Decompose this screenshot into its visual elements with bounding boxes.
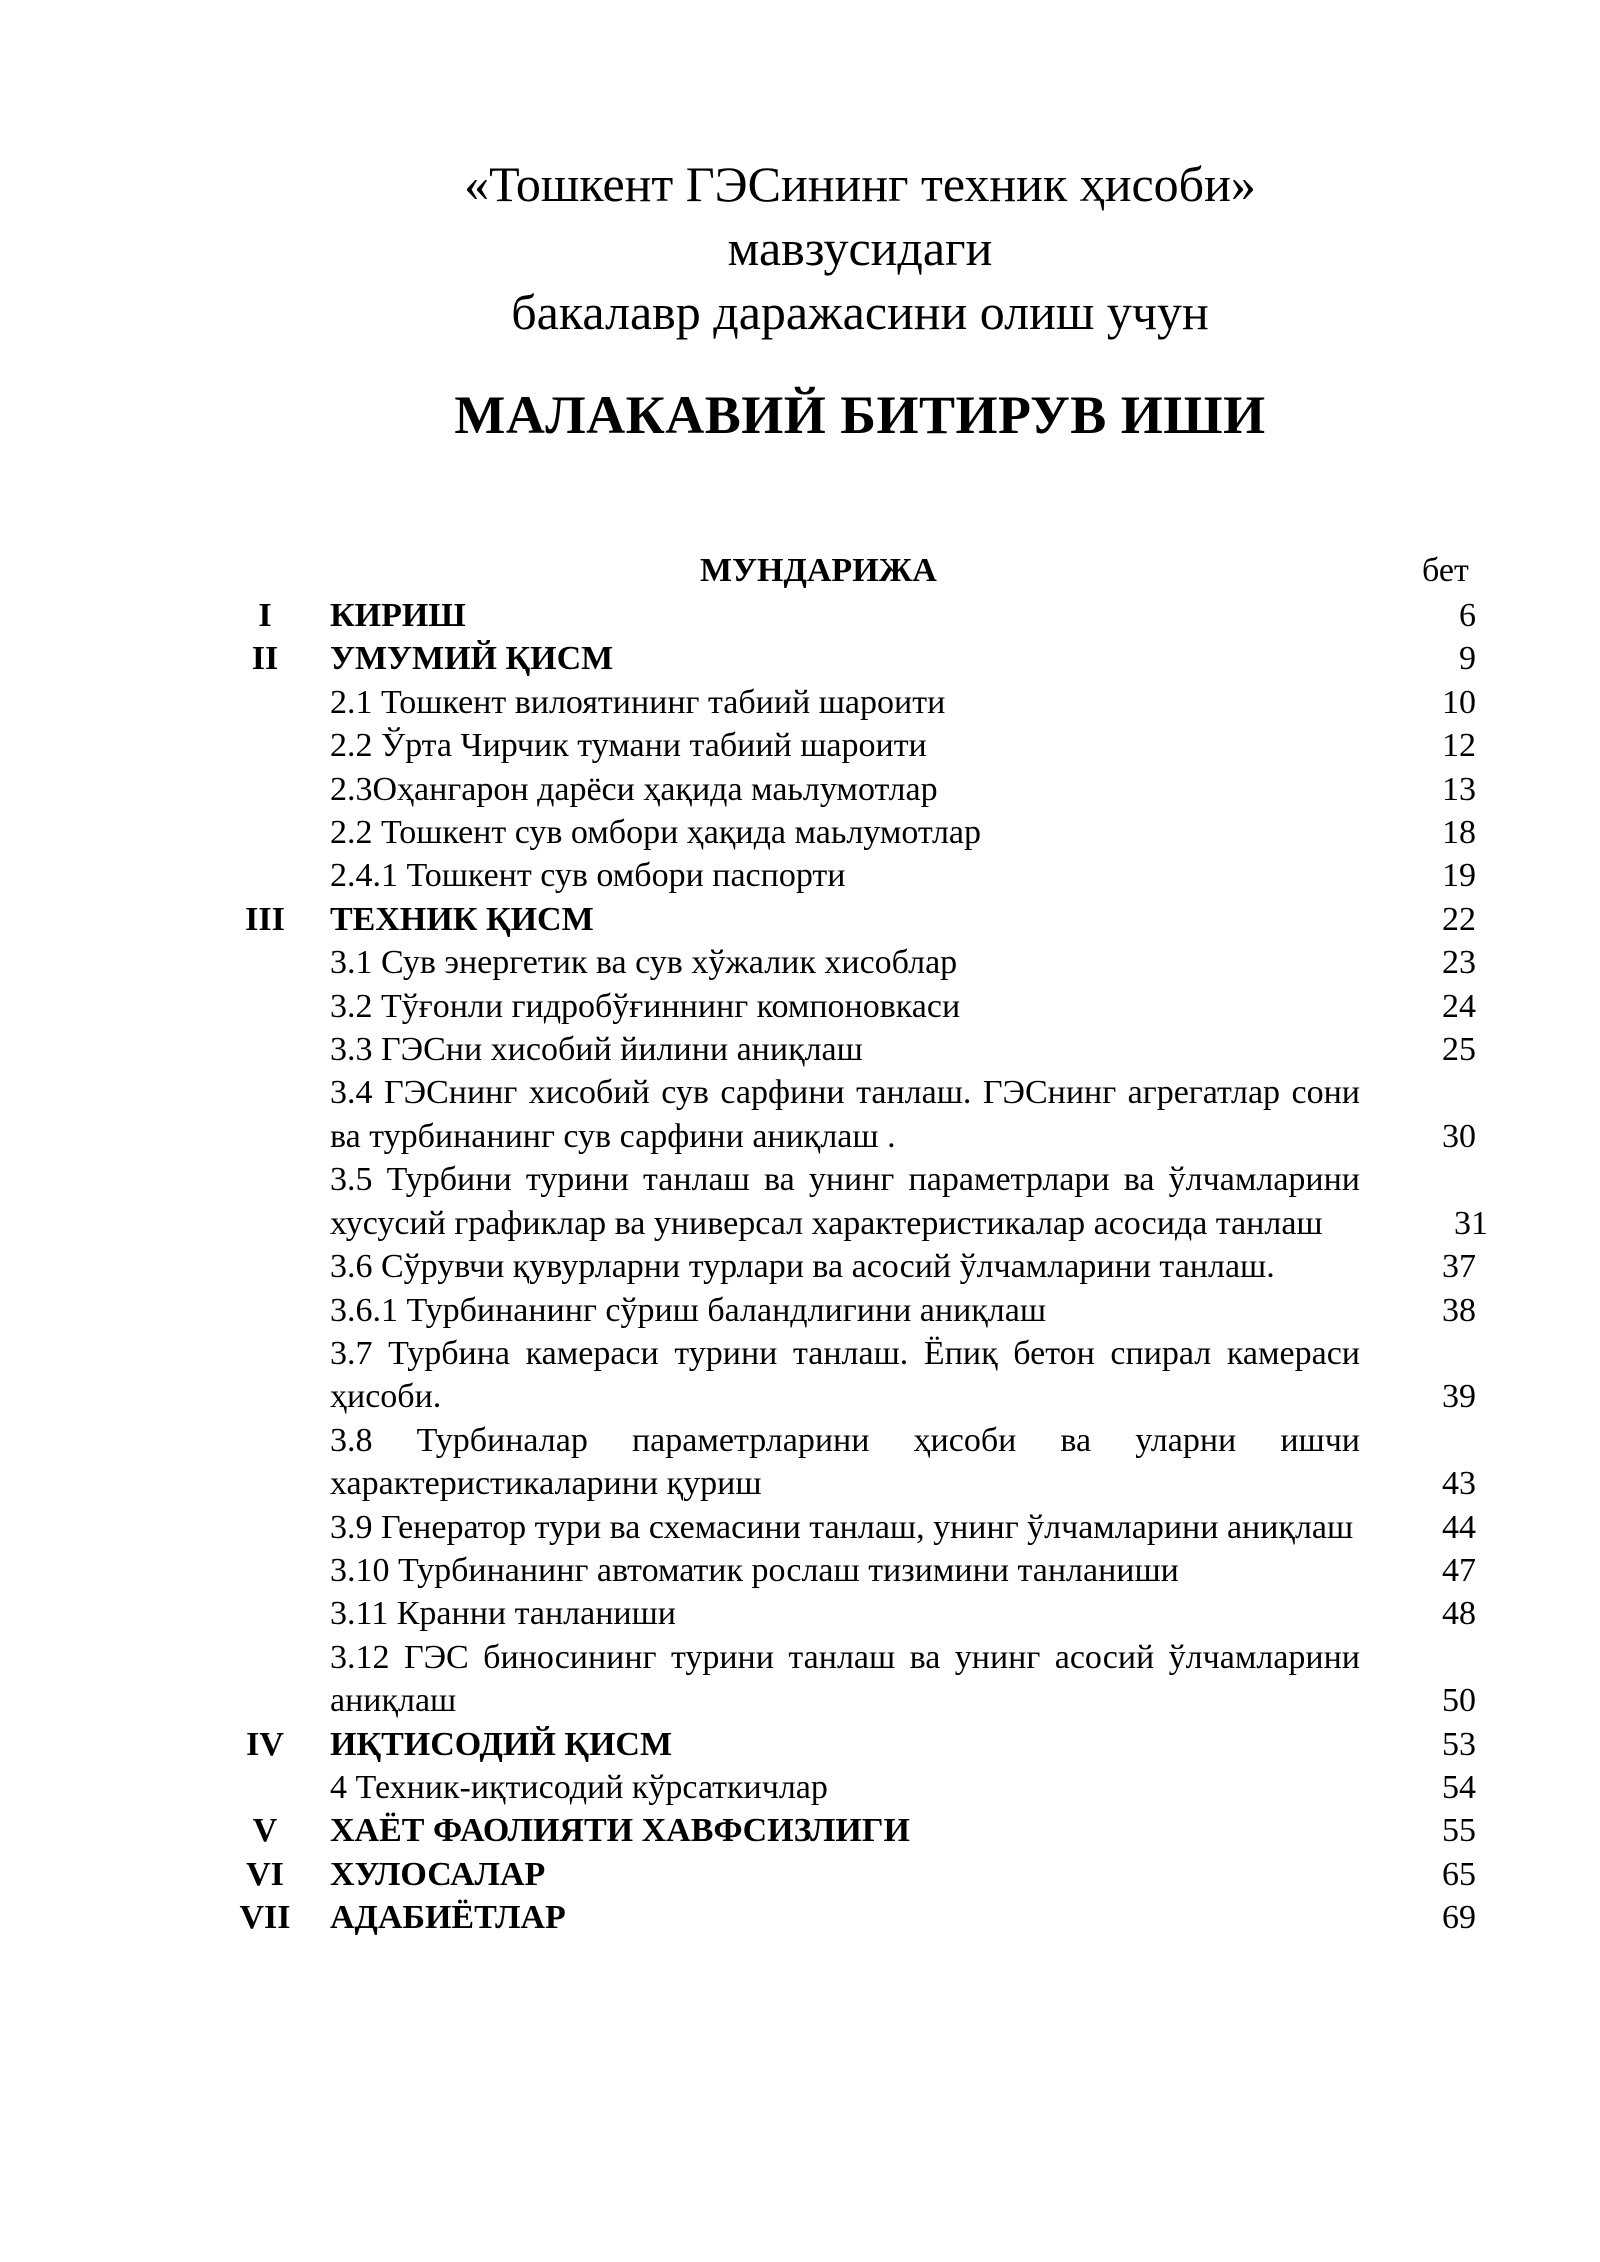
toc-page-number: 48 [1442,1595,1476,1633]
toc-entry-text: ХАЁТ ФАОЛИЯТИ ХАВФСИЗЛИГИ [330,1812,910,1850]
toc-entry-text: 2.3Оҳангарон дарёси ҳақида маьлумотлар [330,770,938,808]
toc-entry-text: 3.2 Тўғонли гидробўғиннинг компоновкаси [330,987,961,1025]
toc-row [0,1592,1600,1635]
toc-row [0,1766,1600,1809]
toc-page-number: 25 [1442,1031,1476,1069]
toc-page-column-header: бет [1422,552,1469,589]
toc-row [0,1549,1600,1592]
toc-page-number: 24 [1442,987,1476,1025]
title-line-1: «Тошкент ГЭСининг техник ҳисоби» [464,156,1256,212]
toc-row [0,898,1600,941]
toc-page-number: 23 [1442,944,1476,982]
toc-section-number: VII [239,1899,291,1937]
toc-entry-text: 3.6 Сўрувчи қувурларни турлари ва асосий ўлчамларини танлаш. [330,1248,1275,1286]
toc-page-number: 55 [1442,1812,1476,1850]
toc-page-number: 44 [1442,1508,1476,1546]
toc-section-number: III [245,900,285,938]
toc-row [0,985,1600,1028]
toc-entry-text: ХУЛОСАЛАР [330,1855,546,1893]
toc-row [0,1332,1600,1419]
toc-entry-text: 3.6.1 Турбинанинг сўриш баландлигини аниқлаш [330,1291,1047,1329]
toc-row [0,1289,1600,1332]
toc-entry-text: АДАБИЁТЛАР [330,1899,566,1937]
toc-page-number: 12 [1442,727,1476,765]
toc-entry-text: 3.10 Турбинанинг автоматик рослаш тизимини танланиши [330,1551,1179,1589]
toc-page-number: 47 [1442,1551,1476,1589]
toc-entry-text: УМУМИЙ ҚИСМ [330,640,614,678]
toc-row [0,1809,1600,1852]
toc-entry-text: 3.5 Турбини турини танлаш ва унинг параметрлари ва ўлчамларини хусусий графиклар ва универсал характеристикалар асосида танлаш [330,1161,1360,1242]
toc-entry-text: 2.4.1 Тошкент сув омбори паспорти [330,857,846,895]
toc-entry-text: 3.12 ГЭС биносининг турини танлаш ва унинг асосий ўлчамларини аниқлаш [330,1638,1360,1720]
toc-entry-text: 3.9 Генератор тури ва схемасини танлаш, унинг ўлчамларини аниқлаш [330,1508,1354,1546]
toc-row [0,1158,1600,1245]
toc-entry-text: КИРИШ [330,597,466,634]
toc-section-number: IV [246,1725,284,1763]
toc-page-number: 50 [1442,1682,1476,1720]
toc-page-number: 13 [1442,770,1476,808]
toc-page-number: 38 [1442,1291,1476,1329]
toc-entry-text: 2.2 Тошкент сув омбори ҳақида маьлумотлар [330,814,981,852]
toc-row [0,594,1600,637]
toc-rows [0,594,1600,1940]
toc-row [0,1723,1600,1766]
toc-row [0,1419,1600,1506]
document-title: МАЛАКАВИЙ БИТИРУВ ИШИ [454,385,1266,445]
toc-page-number: 69 [1442,1899,1476,1937]
toc-row [0,681,1600,724]
toc-section-number: VI [246,1855,284,1893]
toc-page-number: 43 [1442,1465,1476,1503]
toc-page-number: 37 [1442,1248,1476,1286]
title-line-3: бакалавр даражасини олиш учун [511,284,1209,340]
toc-entry-text: ТЕХНИК ҚИСМ [330,900,594,938]
toc-section-number: I [258,597,272,634]
toc-entry-text: 3.3 ГЭСни хисобий йилини аниқлаш [330,1031,863,1069]
toc-row [0,637,1600,680]
toc-row [0,811,1600,854]
toc-row [0,1636,1600,1723]
toc-row [0,768,1600,811]
toc-entry-text: 2.1 Тошкент вилоятининг табиий шароити [330,683,946,721]
toc-page-number: 30 [1442,1117,1476,1155]
toc-row [0,1028,1600,1071]
toc-entry-text: 3.1 Сув энергетик ва сув хўжалик хисоблар [330,944,958,982]
toc-section-number: II [251,640,279,678]
toc-page-number: 54 [1442,1768,1476,1806]
toc-entry-text: 3.11 Кранни танланиши [330,1595,676,1633]
toc-page-number: 6 [1459,597,1476,634]
toc-entry-text: 3.8 Турбиналар параметрларини ҳисоби ва уларни ишчи характеристикаларини қуриш [330,1421,1360,1503]
toc-row [0,1245,1600,1288]
toc-page-number: 22 [1442,900,1476,938]
toc-page-number: 18 [1442,814,1476,852]
toc-row [0,1071,1600,1158]
toc-row [0,1853,1600,1896]
toc-section-number: V [252,1812,278,1850]
title-line-2: мавзусидаги [727,220,993,276]
toc-header [0,548,1600,594]
toc-page-number: 39 [1442,1378,1476,1416]
toc-heading: МУНДАРИЖА [700,552,937,589]
toc-row [0,854,1600,897]
toc-page-number: 10 [1442,683,1476,721]
toc-row [0,941,1600,984]
toc-row [0,724,1600,767]
toc-page-number: 53 [1442,1725,1476,1763]
toc-entry-text: 3.7 Турбина камераси турини танлаш. Ёпиқ бетон спирал камераси ҳисоби. [330,1334,1360,1416]
title-block [0,152,1600,446]
toc-page-number: 9 [1459,640,1476,678]
toc-entry-text: 4 Техник-иқтисодий кўрсаткичлар [330,1768,828,1806]
toc-page-number: 31 [1454,1204,1488,1242]
toc-row [0,1506,1600,1549]
table-of-contents [0,548,1600,1940]
toc-entry-text: ИҚТИСОДИЙ ҚИСМ [330,1725,673,1763]
toc-page-number: 19 [1442,857,1476,895]
toc-page-number: 65 [1442,1855,1476,1893]
toc-row [0,1896,1600,1939]
toc-entry-text: 3.4 ГЭСнинг хисобий сув сарфини танлаш. ГЭСнинг агрегатлар сони ва турбинанинг сув сарфини аниқлаш . [330,1074,1360,1155]
toc-entry-text: 2.2 Ўрта Чирчик тумани табиий шароити [330,727,927,765]
